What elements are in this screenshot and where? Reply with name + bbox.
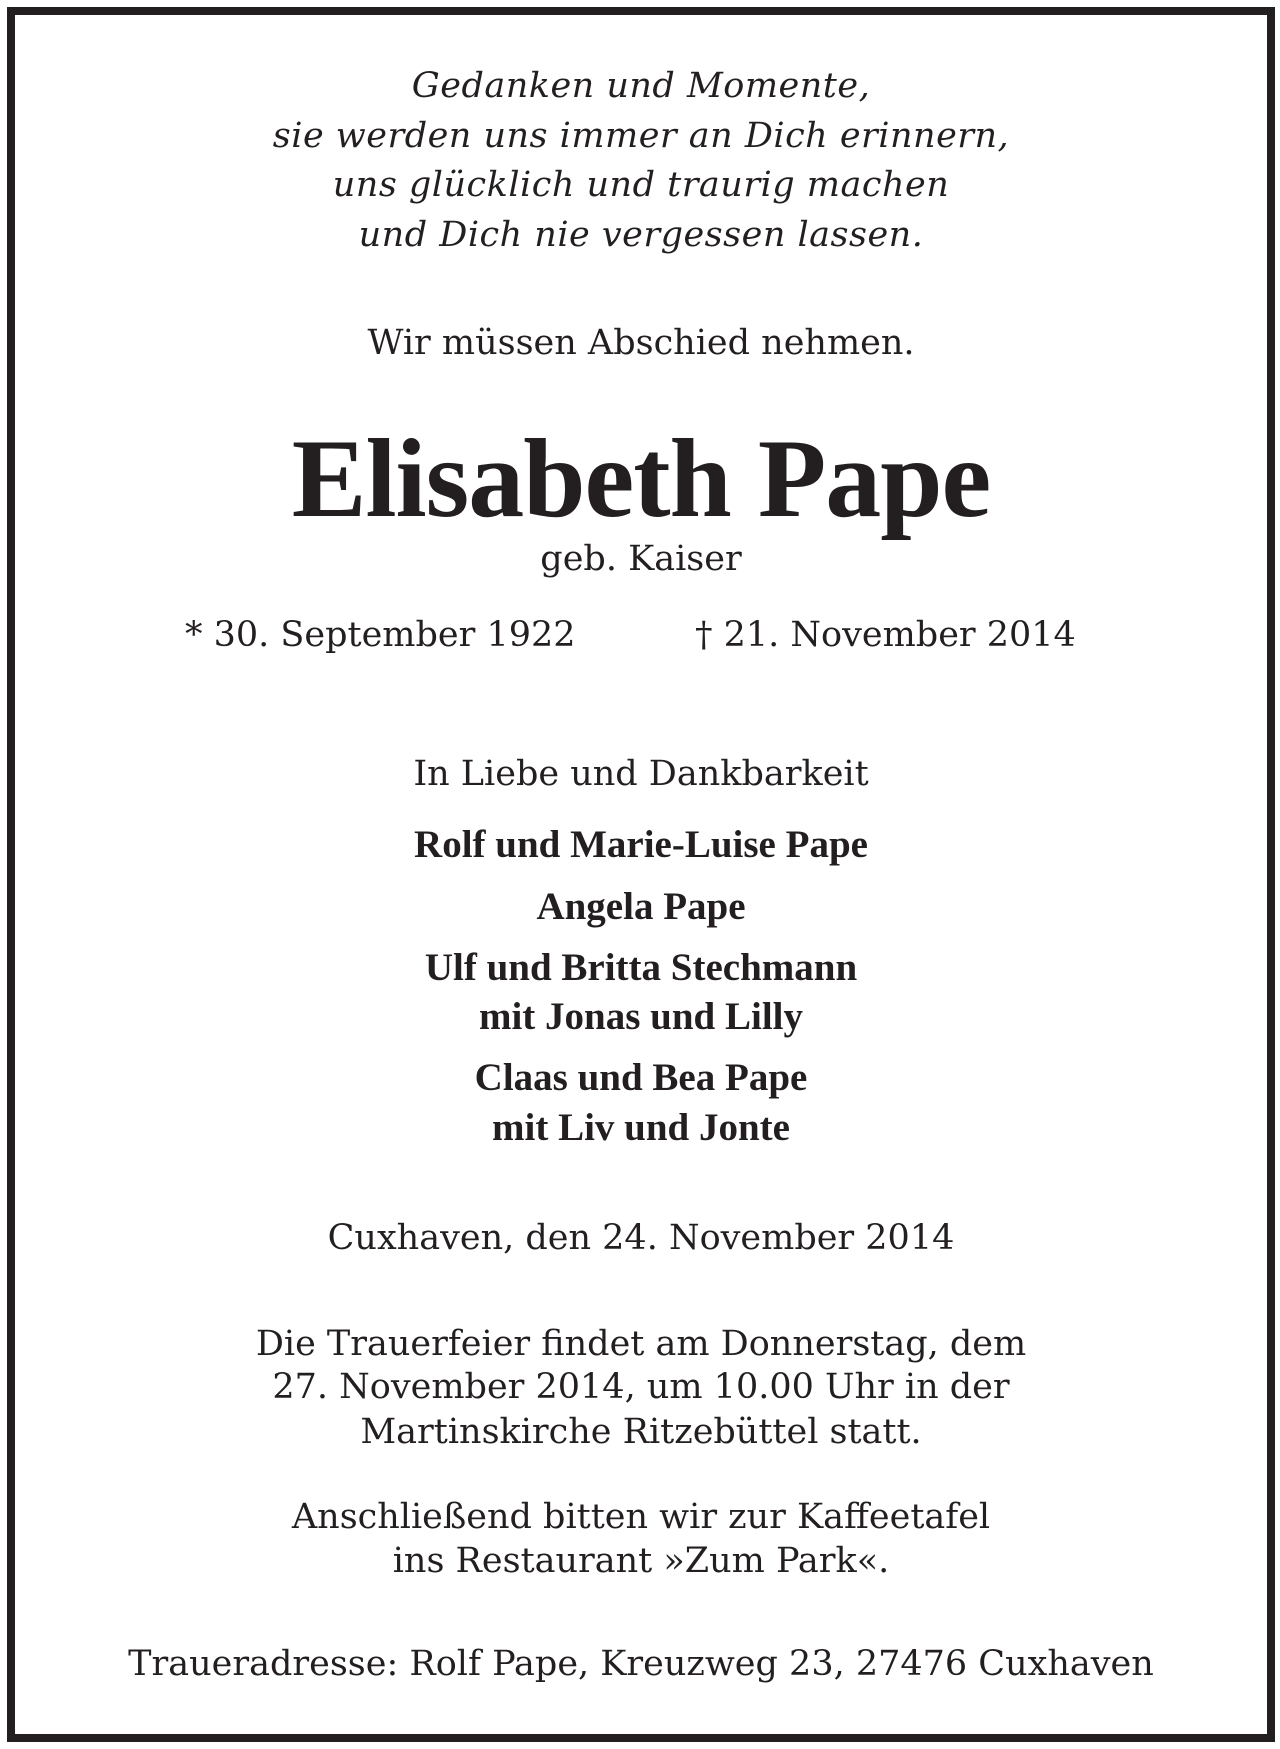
deceased-name: Elisabeth Pape	[291, 417, 991, 541]
poem-line-1: Gedanken und Momente,	[411, 66, 871, 106]
dedication-line: In Liebe und Dankbarkeit	[413, 754, 869, 794]
service-line-2: 27. November 2014, um 10.00 Uhr in der	[272, 1367, 1010, 1407]
place-date-line: Cuxhaven, den 24. November 2014	[327, 1218, 955, 1258]
poem-line-3: uns glücklich und traurig machen	[332, 165, 950, 205]
mourner-line-4: mit Jonas und Lilly	[478, 995, 804, 1038]
mourner-line-3: Ulf und Britta Stechmann	[424, 946, 858, 989]
mourning-address: Traueradresse: Rolf Pape, Kreuzweg 23, 27476 Cuxhaven	[128, 1644, 1154, 1684]
poem-line-4: und Dich nie vergessen lassen.	[358, 215, 924, 255]
obituary-notice	[7, 7, 1275, 1742]
reception-line-1: Anschließend bitten wir zur Kaffeetafel	[291, 1497, 991, 1537]
birth-date: * 30. September 1922	[185, 615, 576, 655]
death-date: † 21. November 2014	[695, 615, 1076, 655]
reception-line-2: ins Restaurant »Zum Park«.	[392, 1541, 890, 1581]
service-line-3: Martinskirche Ritzebüttel statt.	[360, 1412, 922, 1452]
mourner-line-2: Angela Pape	[536, 885, 746, 928]
poem-line-2: sie werden uns immer an Dich erinnern,	[272, 116, 1010, 156]
maiden-name: geb. Kaiser	[540, 539, 742, 579]
mourner-line-1: Rolf und Marie-Luise Pape	[414, 823, 868, 866]
farewell-line: Wir müssen Abschied nehmen.	[367, 323, 915, 363]
service-line-1: Die Trauerfeier findet am Donnerstag, dem	[255, 1324, 1027, 1364]
mourner-line-5: Claas und Bea Pape	[474, 1056, 808, 1099]
mourner-line-6: mit Liv und Jonte	[492, 1106, 790, 1149]
